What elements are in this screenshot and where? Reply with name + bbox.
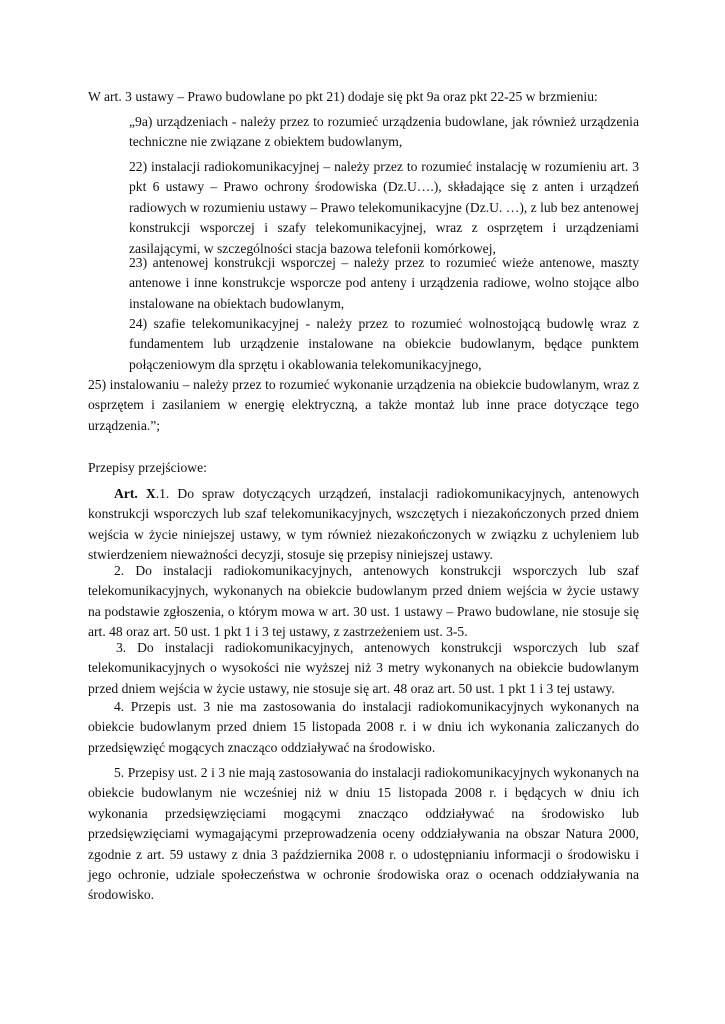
transitional-heading: Przepisy przejściowe: bbox=[88, 460, 207, 475]
amendment-intro: W art. 3 ustawy – Prawo budowlane po pkt 21) dodaje się pkt 9a oraz pkt 22-25 w brzmieniu: bbox=[88, 89, 598, 104]
article-x-paragraph-4: 4. Przepis ust. 3 nie ma zastosowania do instalacji radiokomunikacyjnych wykonanych na obiekcie budowlanym przed dniem 15 listopada 2008 r. i w dniu ich wykonania zaliczanych do przedsięwzięć mogących znacząco oddziaływać na środowisko. bbox=[88, 699, 639, 755]
article-x-paragraph-5: 5. Przepisy ust. 2 i 3 nie mają zastosowania do instalacji radiokomunikacyjnych wykonanych na obiekcie budowlanym nie wcześniej niż w dniu 15 listopada 2008 r. i będących w dniu ich wykonania przedsięwzięciami mogącymi znacząco oddziaływać na środowisko lub przedsięwzięciami wymagającymi przeprowadzenia oceny oddziaływania na obszar Natura 2000, zgodnie z art. 59 ustawy z dnia 3 października 2008 r. o udostępnianiu informacji o środowisku i jego ochronie, udziale społeczeństwa w ochronie środowiska oraz o ocenach oddziaływania na środowisko. bbox=[88, 765, 639, 903]
article-x-paragraph-2: 2. Do instalacji radiokomunikacyjnych, antenowych konstrukcji wsporczych lub szaf telekomunikacyjnych, wykonanych na obiekcie budowlanym przed dniem wejścia w życie ustawy na podstawie zgłoszenia, o którym mowa w art. 30 ust. 1 ustawy – Prawo budowlane, nie stosuje się art. 48 oraz art. 50 ust. 1 pkt 1 i 3 tej ustawy, z zastrzeżeniem ust. 3-5. bbox=[88, 563, 639, 640]
definition-item-24: 24) szafie telekomunikacyjnej - należy przez to rozumieć wolnostojącą budowlę wraz z fundamentem lub urządzenie instalowane na obiekcie budowlanym, będące punktem połączeniowym dla sprzętu i okablowania telekomunikacyjnego, bbox=[129, 316, 639, 372]
article-x-paragraph-1 bbox=[88, 484, 639, 566]
definition-item-9a: „9a) urządzeniach - należy przez to rozumieć urządzenia budowlane, jak również urządzenia techniczne nie związane z obiektem budowlanym, bbox=[129, 114, 639, 150]
definition-item-25: 25) instalowaniu – należy przez to rozumieć wykonanie urządzenia na obiekcie budowlanym, wraz z osprzętem i zasilaniem w energię elektryczną, a także montaż lub inne prace dotyczące tego urządzenia.”; bbox=[88, 377, 639, 433]
article-x-paragraph-1-text: .1. Do spraw dotyczących urządzeń, instalacji radiokomunikacyjnych, antenowych konstrukcji wsporczych lub szaf telekomunikacyjnych, wszczętych i niezakończonych przed dniem wejścia w życie niniejszej ustawy, w tym również niezakończonych w związku z uchyleniem lub stwierdzeniem nieważności decyzji, stosuje się przepisy niniejszej ustawy. bbox=[88, 486, 639, 563]
article-x-paragraph-3: 3. Do instalacji radiokomunikacyjnych, antenowych konstrukcji wsporczych lub szaf telekomunikacyjnych o wysokości nie wyższej niż 3 metry wykonanych na obiekcie budowlanym przed dniem wejścia w życie ustawy, nie stosuje się art. 48 oraz art. 50 ust. 1 pkt 1 i 3 tej ustawy. bbox=[88, 640, 639, 696]
definition-item-23: 23) antenowej konstrukcji wsporczej – należy przez to rozumieć wieże antenowe, maszty antenowe i inne konstrukcje wsporcze pod anteny i urządzenia radiowe, wolno stojące albo instalowane na obiektach budowlanym, bbox=[129, 255, 639, 311]
definition-item-22: 22) instalacji radiokomunikacyjnej – należy przez to rozumieć instalację w rozumieniu art. 3 pkt 6 ustawy – Prawo ochrony środowiska (Dz.U….), składające się z anten i urządzeń radiowych w rozumieniu ustawy – Prawo telekomunikacyjne (Dz.U. …), z lub bez antenowej konstrukcji wsporczej i szafy telekomunikacyjnej, wraz z osprzętem i urządzeniami zasilającymi, w szczególności stacja bazowa telefonii komórkowej, bbox=[129, 159, 639, 256]
article-label: Art. X bbox=[114, 486, 156, 501]
